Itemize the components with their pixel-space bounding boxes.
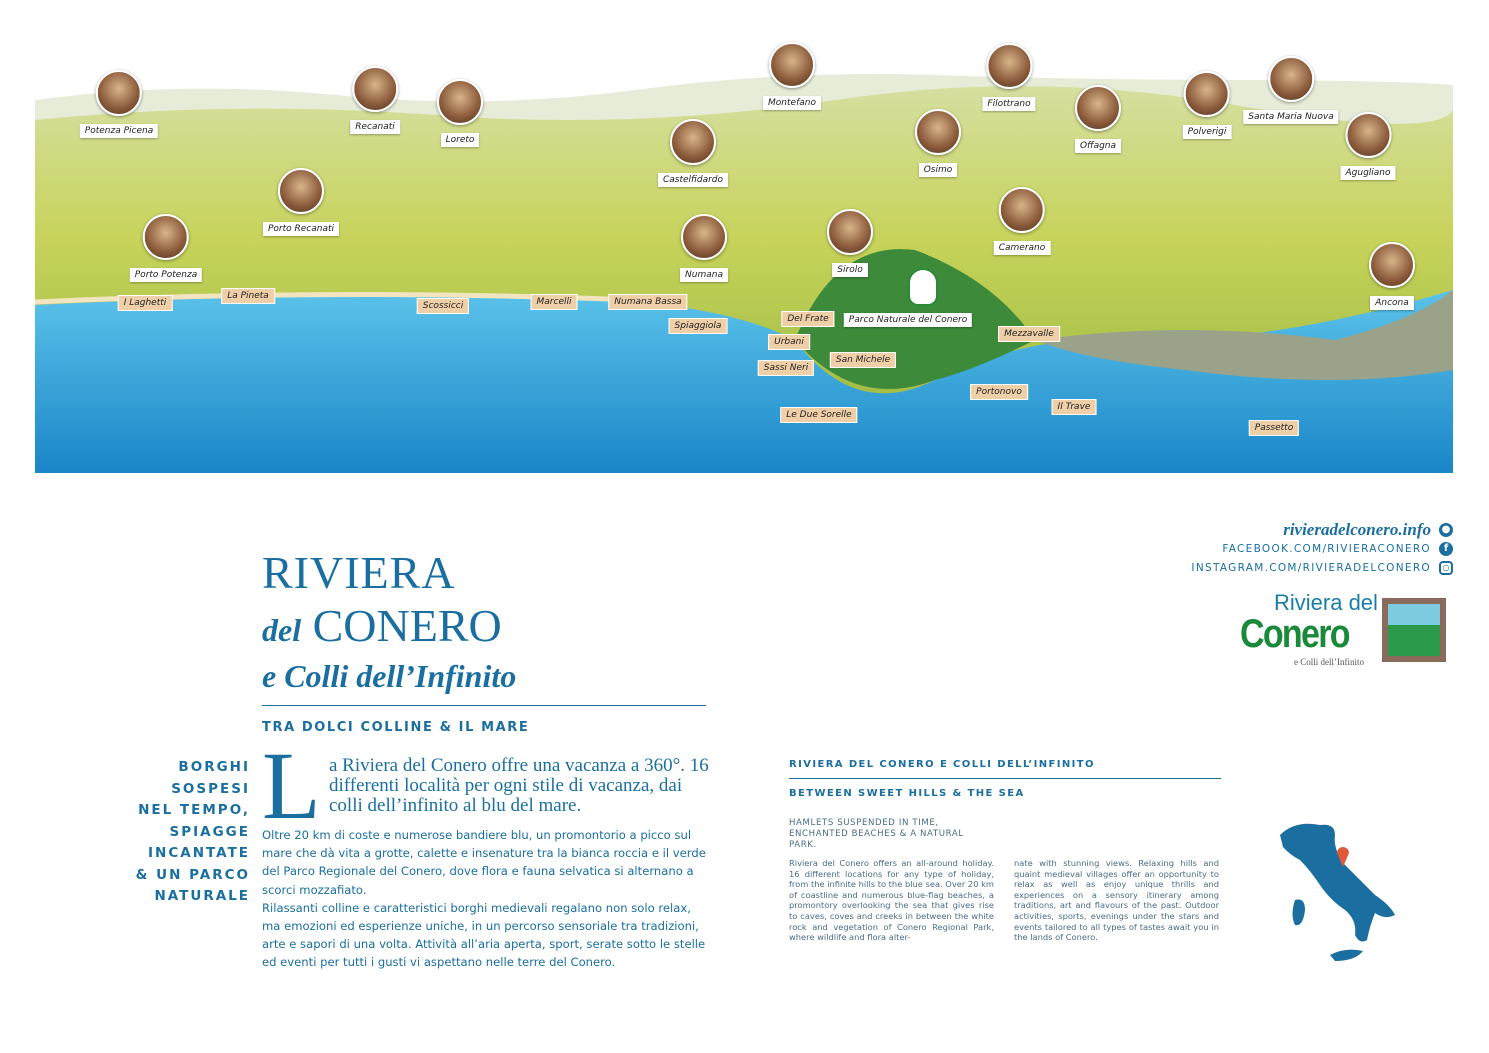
title-colli: e Colli dell’Infinito xyxy=(262,658,517,694)
town-label: Osimo xyxy=(919,163,958,177)
english-tagline: HAMLETS SUSPENDED IN TIME, ENCHANTED BEACHES & A NATURAL PARK. xyxy=(789,818,964,850)
town-photo xyxy=(986,43,1032,89)
side-heading xyxy=(136,757,250,908)
town-marker[interactable] xyxy=(827,209,873,277)
town-label: Numana xyxy=(680,268,728,282)
beach-label: Il Trave xyxy=(1052,399,1097,415)
town-photo xyxy=(1075,85,1121,131)
facebook-icon: f xyxy=(1439,542,1453,556)
beach-label: San Michele xyxy=(830,352,896,368)
town-label: Santa Maria Nuova xyxy=(1243,110,1338,124)
body-text xyxy=(262,826,708,972)
town-photo xyxy=(143,214,189,260)
town-photo xyxy=(437,79,483,125)
facebook-link[interactable]: FACEBOOK.COM/RIVIERACONERO xyxy=(1222,542,1431,555)
town-label: Porto Potenza xyxy=(130,268,202,282)
logo-emblem xyxy=(1382,598,1446,662)
town-marker[interactable] xyxy=(994,187,1051,255)
town-label: Loreto xyxy=(441,133,480,147)
side-heading-line: & UN PARCO xyxy=(135,866,250,883)
town-marker[interactable] xyxy=(1075,85,1121,153)
panoramic-map xyxy=(35,40,1453,473)
side-heading-line: BORGHI xyxy=(178,759,250,775)
paragraph: Rilassanti colline e caratteristici borghi medievali regalano non solo relax, ma emozioni ed esperienze uniche, in un percorso sensoriale tra tradizioni, arte e sapori di una volta. Attività all’aria aperta, sport, serate sotto le stelle ed eventi per tutti i gusti vi aspettano nelle terre del Conero. xyxy=(262,900,706,970)
town-label: Filottrano xyxy=(982,97,1035,111)
beach-label: Del Frate xyxy=(781,311,834,327)
beach-label: Mezzavalle xyxy=(998,326,1060,342)
instagram-icon: ○ xyxy=(1439,561,1453,575)
town-marker[interactable] xyxy=(1340,112,1395,180)
town-marker[interactable] xyxy=(915,109,961,177)
beach-label: Sassi Neri xyxy=(758,360,814,376)
town-marker[interactable] xyxy=(80,70,158,138)
town-label: Sirolo xyxy=(832,263,867,277)
beach-label: Marcelli xyxy=(531,294,578,310)
lead-paragraph: a Riviera del Conero offre una vacanza a 360°. 16 differenti località per ogni stile di vacanza, dai colli dell’infinito al blu del mare. xyxy=(329,755,709,816)
town-photo xyxy=(999,187,1045,233)
town-marker[interactable] xyxy=(680,214,728,282)
town-label: Recanati xyxy=(350,120,400,134)
beach-label: Urbani xyxy=(768,334,810,350)
logo-text: e Colli dell’Infinito xyxy=(1294,657,1364,667)
town-label: Montefano xyxy=(763,96,821,110)
town-marker[interactable] xyxy=(1183,71,1232,139)
beach-label: Spiaggiola xyxy=(669,318,728,334)
beach-label: Scossicci xyxy=(417,298,469,314)
town-photo xyxy=(352,66,398,112)
town-label: Agugliano xyxy=(1340,166,1395,180)
title-del-conero xyxy=(262,600,502,651)
town-label: Castelfidardo xyxy=(658,173,728,187)
town-label: Potenza Picena xyxy=(80,124,158,138)
contact-links xyxy=(1191,520,1453,577)
brand-logo xyxy=(1238,590,1456,676)
side-heading-line: SOSPESI xyxy=(171,780,250,797)
town-photo xyxy=(1369,242,1415,288)
town-label: Offagna xyxy=(1075,139,1121,153)
town-photo xyxy=(915,109,961,155)
english-column-2: nate with stunning views. Relaxing hills and quaint medieval villages offer an opportunity to relax as well as enjoy unique thrills and experiences on a sensory itinerary among traditions, art and flavours of the past. Outdoor activities, sports, evenings under the stars and events tailored to all types of tastes await you in the lands of Conero. xyxy=(1014,858,1219,943)
beach-label: La Pineta xyxy=(221,288,275,304)
side-heading-line: NEL TEMPO, xyxy=(138,802,250,818)
town-photo xyxy=(827,209,873,255)
drop-cap: L xyxy=(262,732,321,839)
town-photo xyxy=(1184,71,1230,117)
map-illustration xyxy=(35,40,1453,473)
beach-label: Passetto xyxy=(1249,420,1299,436)
town-label: Porto Recanati xyxy=(263,222,339,236)
globe-icon: ● xyxy=(1439,523,1453,537)
town-label: Ancona xyxy=(1370,296,1414,310)
side-heading-line: NATURALE xyxy=(154,888,250,904)
town-marker[interactable] xyxy=(1243,56,1338,124)
beach-label: Numana Bassa xyxy=(608,294,687,310)
divider xyxy=(789,778,1221,779)
instagram-link[interactable]: INSTAGRAM.COM/RIVIERADELCONERO xyxy=(1191,561,1431,574)
town-label: Camerano xyxy=(994,241,1051,255)
beach-label: Portonovo xyxy=(970,384,1028,400)
town-marker[interactable] xyxy=(130,214,202,282)
town-photo xyxy=(278,168,324,214)
town-marker[interactable] xyxy=(1369,242,1415,310)
town-marker[interactable] xyxy=(982,43,1035,111)
divider xyxy=(262,705,706,706)
park-logo xyxy=(908,268,938,306)
town-marker[interactable] xyxy=(763,42,821,110)
town-marker[interactable] xyxy=(350,66,400,134)
title-del: del xyxy=(262,612,302,648)
side-heading-line: SPIAGGE xyxy=(169,823,250,840)
town-photo xyxy=(670,119,716,165)
title-conero: CONERO xyxy=(312,600,502,651)
town-marker[interactable] xyxy=(658,119,728,187)
park-label: Parco Naturale del Conero xyxy=(844,313,972,327)
town-photo xyxy=(96,70,142,116)
town-photo xyxy=(1268,56,1314,102)
town-label: Polverigi xyxy=(1183,125,1232,139)
english-subheading: BETWEEN SWEET HILLS & THE SEA xyxy=(789,788,1025,799)
logo-text: Riviera del xyxy=(1274,590,1378,615)
beach-label: I Laghetti xyxy=(118,295,173,311)
town-photo xyxy=(769,42,815,88)
english-heading: RIVIERA DEL CONERO E COLLI DELL’INFINITO xyxy=(789,759,1095,770)
town-photo xyxy=(1345,112,1391,158)
beach-label: Le Due Sorelle xyxy=(780,407,857,423)
website-link[interactable]: rivieradelconero.info xyxy=(1283,519,1431,539)
english-column-1: Riviera del Conero offers an all-around holiday. 16 different locations for any type of holiday, from the infinite hills to the blue sea. Over 20 km of coastline and numerous blue-flag beaches, a promontory overlooking the sea that gives rise to caves, coves and creeks in between the white rock and vegetation of Conero Regional Park, where wildlife and flora alter- xyxy=(789,858,994,943)
subtitle: TRA DOLCI COLLINE & IL MARE xyxy=(262,720,530,735)
side-heading-line: INCANTATE xyxy=(148,845,250,861)
town-marker[interactable] xyxy=(263,168,339,236)
town-marker[interactable] xyxy=(437,79,483,147)
paragraph: Oltre 20 km di coste e numerose bandiere blu, un promontorio a picco sul mare che dà vita a grotte, calette e insenature tra la bianca roccia e il verde del Parco Regionale del Conero, dove flora e fauna selvatica si alternano a scorci mozzafiato. xyxy=(262,828,706,897)
title-riviera: RIVIERA xyxy=(262,547,456,598)
logo-text: Conero xyxy=(1240,612,1349,656)
italy-map xyxy=(1275,815,1400,965)
town-photo xyxy=(681,214,727,260)
